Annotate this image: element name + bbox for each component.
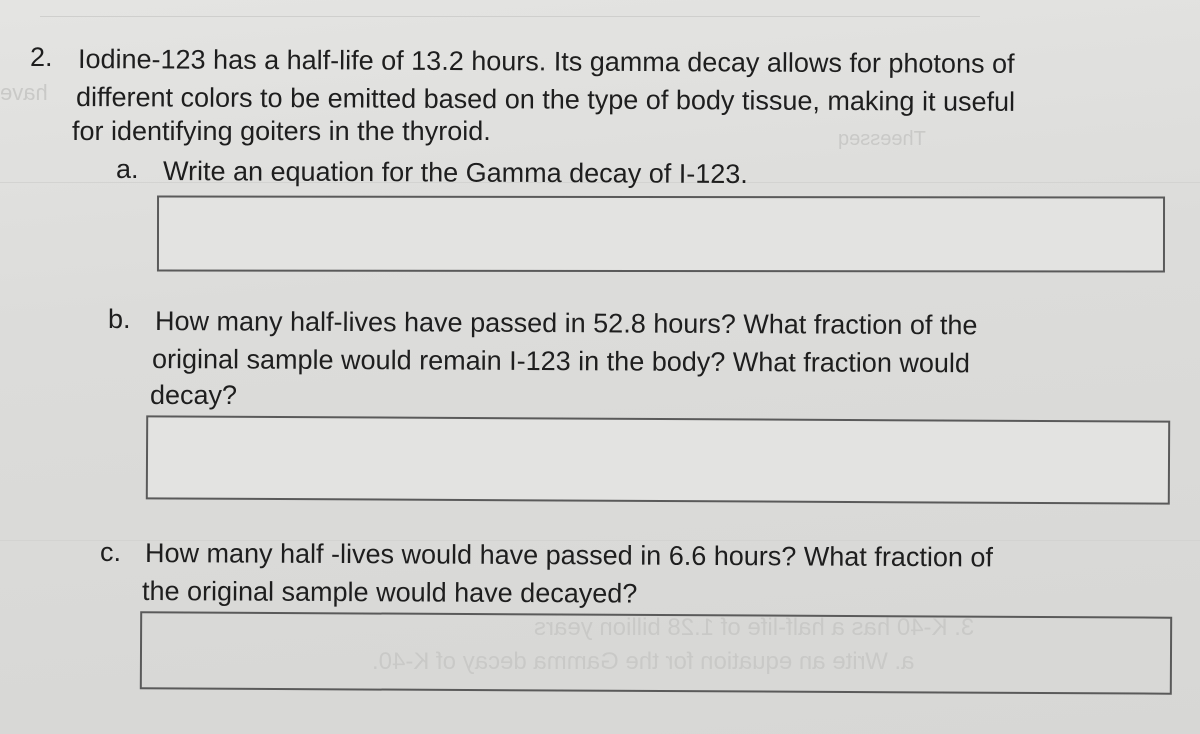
faint-rule: [40, 16, 980, 17]
part-c-letter: c.: [100, 537, 122, 567]
part-c-text: How many half -lives would have passed in 6.6 hours? What fraction of: [144, 538, 994, 573]
part-b-answer-box[interactable]: [146, 415, 1170, 504]
part-b-text: How many half-lives have passed in 52.8 hours? What fraction of the: [154, 306, 978, 341]
question-text-line: for identifying goiters in the thyroid.: [72, 116, 491, 146]
part-a-text: Write an equation for the Gamma decay of I-123.: [162, 156, 748, 190]
bleed-through-text: 3. K-40 has a half-life of 1.28 billion years: [534, 614, 975, 641]
part-b-text: original sample would remain I-123 in the body? What fraction would: [151, 344, 971, 379]
question-text-line: different colors to be emitted based on the type of body tissue, making it useful: [75, 82, 1016, 117]
bleed-through-text: have: [0, 80, 48, 105]
bleed-through-text: a. Write an equation for the Gamma decay of K-40.: [372, 648, 915, 675]
part-a-answer-box[interactable]: [157, 195, 1165, 272]
question-number: 2.: [30, 42, 53, 72]
question-text-line: Iodine-123 has a half-life of 13.2 hours. Its gamma decay allows for photons of: [77, 44, 1015, 79]
part-c-answer-box[interactable]: [140, 611, 1172, 694]
part-a-letter: a.: [116, 154, 139, 184]
bleed-through-text: Theesseq: [838, 128, 926, 150]
part-b-letter: b.: [108, 304, 131, 334]
part-c-text: the original sample would have decayed?: [141, 576, 638, 609]
part-b-text: decay?: [150, 380, 238, 410]
